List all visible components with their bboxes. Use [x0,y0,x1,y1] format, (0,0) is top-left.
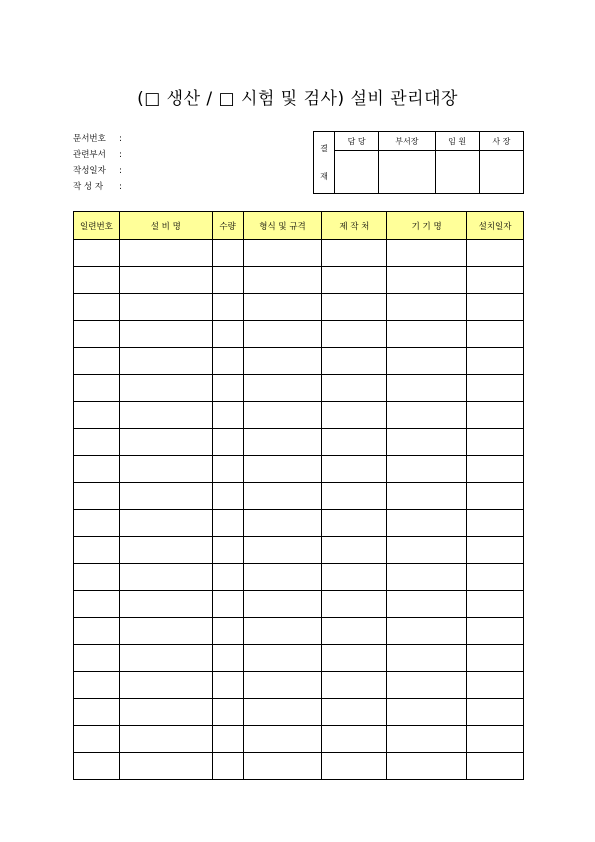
cell-manufacturer[interactable] [322,294,387,321]
cell-manufacturer[interactable] [322,456,387,483]
cell-type-spec[interactable] [243,618,322,645]
meta-colon: : [119,134,122,144]
cell-device-name[interactable] [387,240,467,267]
cell-serial-number[interactable] [74,591,120,618]
table-row [74,537,524,564]
cell-device-name[interactable] [387,618,467,645]
cell-quantity[interactable] [212,645,243,672]
cell-type-spec[interactable] [243,591,322,618]
approval-sign-executive[interactable] [435,151,479,194]
cell-device-name[interactable] [387,726,467,753]
cell-quantity[interactable] [212,267,243,294]
cell-quantity[interactable] [212,726,243,753]
cell-device-name[interactable] [387,672,467,699]
cell-manufacturer[interactable] [322,267,387,294]
cell-manufacturer[interactable] [322,645,387,672]
table-row [74,672,524,699]
cell-install-date[interactable] [467,348,524,375]
cell-manufacturer[interactable] [322,726,387,753]
cell-device-name[interactable] [387,402,467,429]
header-device-name: 기 기 명 [387,212,467,240]
meta-label: 관련부서 [73,150,106,160]
table-row [74,402,524,429]
cell-equipment-name[interactable] [119,510,212,537]
cell-quantity[interactable] [212,699,243,726]
cell-manufacturer[interactable] [322,321,387,348]
approval-header-executive: 임 원 [435,132,479,151]
cell-serial-number[interactable] [74,537,120,564]
cell-install-date[interactable] [467,510,524,537]
cell-device-name[interactable] [387,510,467,537]
cell-equipment-name[interactable] [119,375,212,402]
header-install-date: 설치일자 [467,212,524,240]
cell-manufacturer[interactable] [322,672,387,699]
cell-equipment-name[interactable] [119,429,212,456]
cell-manufacturer[interactable] [322,483,387,510]
approval-side-bottom: 재 [320,171,328,181]
cell-equipment-name[interactable] [119,753,212,780]
approval-side-top: 결 [320,143,328,153]
cell-type-spec[interactable] [243,537,322,564]
cell-serial-number[interactable] [74,456,120,483]
cell-equipment-name[interactable] [119,564,212,591]
cell-serial-number[interactable] [74,510,120,537]
cell-type-spec[interactable] [243,267,322,294]
cell-serial-number[interactable] [74,348,120,375]
table-row [74,375,524,402]
meta-label: 작성일자 [73,166,106,176]
cell-install-date[interactable] [467,240,524,267]
cell-serial-number[interactable] [74,267,120,294]
table-row [74,699,524,726]
cell-quantity[interactable] [212,375,243,402]
cell-manufacturer[interactable] [322,375,387,402]
cell-equipment-name[interactable] [119,483,212,510]
table-row [74,348,524,375]
cell-equipment-name[interactable] [119,699,212,726]
cell-install-date[interactable] [467,321,524,348]
table-row [74,321,524,348]
cell-serial-number[interactable] [74,321,120,348]
cell-device-name[interactable] [387,564,467,591]
cell-serial-number[interactable] [74,672,120,699]
cell-serial-number[interactable] [74,294,120,321]
cell-equipment-name[interactable] [119,537,212,564]
approval-sign-president[interactable] [479,151,523,194]
cell-device-name[interactable] [387,753,467,780]
table-row [74,753,524,780]
cell-manufacturer[interactable] [322,564,387,591]
cell-type-spec[interactable] [243,672,322,699]
table-row [74,510,524,537]
page-title: (□ 생산 / □ 시험 및 검사) 설비 관리대장 [137,89,458,109]
cell-type-spec[interactable] [243,240,322,267]
document-info [73,131,127,195]
cell-type-spec[interactable] [243,348,322,375]
cell-install-date[interactable] [467,456,524,483]
cell-install-date[interactable] [467,267,524,294]
cell-serial-number[interactable] [74,429,120,456]
cell-quantity[interactable] [212,240,243,267]
cell-quantity[interactable] [212,672,243,699]
cell-install-date[interactable] [467,429,524,456]
cell-equipment-name[interactable] [119,456,212,483]
approval-header-president: 사 장 [479,132,523,151]
cell-device-name[interactable] [387,348,467,375]
meta-colon: : [119,150,122,160]
cell-serial-number[interactable] [74,402,120,429]
cell-quantity[interactable] [212,429,243,456]
cell-serial-number[interactable] [74,483,120,510]
header-serial-number: 일련번호 [74,212,120,240]
cell-quantity[interactable] [212,402,243,429]
cell-quantity[interactable] [212,753,243,780]
cell-equipment-name[interactable] [119,618,212,645]
meta-label: 작 성 자 [73,182,104,192]
approval-sign-manager[interactable] [379,151,435,194]
cell-manufacturer[interactable] [322,429,387,456]
cell-manufacturer[interactable] [322,240,387,267]
cell-manufacturer[interactable] [322,510,387,537]
cell-device-name[interactable] [387,321,467,348]
table-row [74,267,524,294]
cell-type-spec[interactable] [243,375,322,402]
cell-serial-number[interactable] [74,618,120,645]
cell-type-spec[interactable] [243,645,322,672]
cell-manufacturer[interactable] [322,753,387,780]
cell-equipment-name[interactable] [119,348,212,375]
meta-colon: : [119,166,122,176]
cell-type-spec[interactable] [243,726,322,753]
cell-device-name[interactable] [387,429,467,456]
table-row [74,483,524,510]
cell-device-name[interactable] [387,645,467,672]
header-equipment-name: 설 비 명 [119,212,212,240]
cell-quantity[interactable] [212,537,243,564]
cell-install-date[interactable] [467,294,524,321]
cell-type-spec[interactable] [243,564,322,591]
approval-table [313,131,524,194]
meta-colon: : [119,182,122,192]
table-row [74,564,524,591]
cell-manufacturer[interactable] [322,591,387,618]
cell-manufacturer[interactable] [322,348,387,375]
cell-type-spec[interactable] [243,429,322,456]
cell-type-spec[interactable] [243,321,322,348]
cell-install-date[interactable] [467,726,524,753]
ledger-header-row [74,212,524,240]
cell-manufacturer[interactable] [322,618,387,645]
table-row [74,618,524,645]
cell-serial-number[interactable] [74,753,120,780]
cell-serial-number[interactable] [74,699,120,726]
cell-device-name[interactable] [387,537,467,564]
cell-quantity[interactable] [212,510,243,537]
cell-manufacturer[interactable] [322,699,387,726]
table-row [74,294,524,321]
cell-device-name[interactable] [387,591,467,618]
cell-quantity[interactable] [212,321,243,348]
cell-quantity[interactable] [212,456,243,483]
cell-install-date[interactable] [467,753,524,780]
cell-install-date[interactable] [467,591,524,618]
meta-row-doc-number [73,131,127,147]
cell-equipment-name[interactable] [119,240,212,267]
approval-header-staff: 담 당 [335,132,379,151]
cell-type-spec[interactable] [243,699,322,726]
meta-row-date [73,163,127,179]
cell-equipment-name[interactable] [119,672,212,699]
cell-serial-number[interactable] [74,564,120,591]
cell-type-spec[interactable] [243,456,322,483]
header-manufacturer: 제 작 처 [322,212,387,240]
cell-install-date[interactable] [467,564,524,591]
equipment-ledger-table [73,211,524,780]
cell-equipment-name[interactable] [119,402,212,429]
approval-side-label [314,132,335,194]
meta-row-department [73,147,127,163]
table-row [74,726,524,753]
cell-quantity[interactable] [212,294,243,321]
cell-type-spec[interactable] [243,510,322,537]
cell-manufacturer[interactable] [322,402,387,429]
table-row [74,645,524,672]
table-row [74,456,524,483]
cell-device-name[interactable] [387,483,467,510]
cell-type-spec[interactable] [243,483,322,510]
cell-quantity[interactable] [212,618,243,645]
cell-device-name[interactable] [387,456,467,483]
cell-quantity[interactable] [212,348,243,375]
cell-serial-number[interactable] [74,240,120,267]
cell-device-name[interactable] [387,267,467,294]
cell-install-date[interactable] [467,618,524,645]
cell-install-date[interactable] [467,537,524,564]
cell-install-date[interactable] [467,672,524,699]
header-quantity: 수량 [212,212,243,240]
cell-equipment-name[interactable] [119,267,212,294]
cell-install-date[interactable] [467,699,524,726]
cell-quantity[interactable] [212,483,243,510]
cell-quantity[interactable] [212,564,243,591]
cell-serial-number[interactable] [74,726,120,753]
cell-equipment-name[interactable] [119,321,212,348]
cell-quantity[interactable] [212,591,243,618]
header-type-spec: 형식 및 규격 [243,212,322,240]
table-row [74,429,524,456]
approval-sign-staff[interactable] [335,151,379,194]
cell-manufacturer[interactable] [322,537,387,564]
meta-label: 문서번호 [73,134,106,144]
table-row [74,240,524,267]
cell-type-spec[interactable] [243,753,322,780]
cell-device-name[interactable] [387,375,467,402]
cell-equipment-name[interactable] [119,726,212,753]
cell-serial-number[interactable] [74,645,120,672]
cell-install-date[interactable] [467,375,524,402]
cell-serial-number[interactable] [74,375,120,402]
cell-type-spec[interactable] [243,294,322,321]
cell-equipment-name[interactable] [119,591,212,618]
cell-install-date[interactable] [467,645,524,672]
meta-row-author [73,179,127,195]
cell-install-date[interactable] [467,402,524,429]
cell-device-name[interactable] [387,699,467,726]
cell-device-name[interactable] [387,294,467,321]
cell-equipment-name[interactable] [119,645,212,672]
table-row [74,591,524,618]
cell-equipment-name[interactable] [119,294,212,321]
cell-type-spec[interactable] [243,402,322,429]
cell-install-date[interactable] [467,483,524,510]
approval-header-manager: 부서장 [379,132,435,151]
